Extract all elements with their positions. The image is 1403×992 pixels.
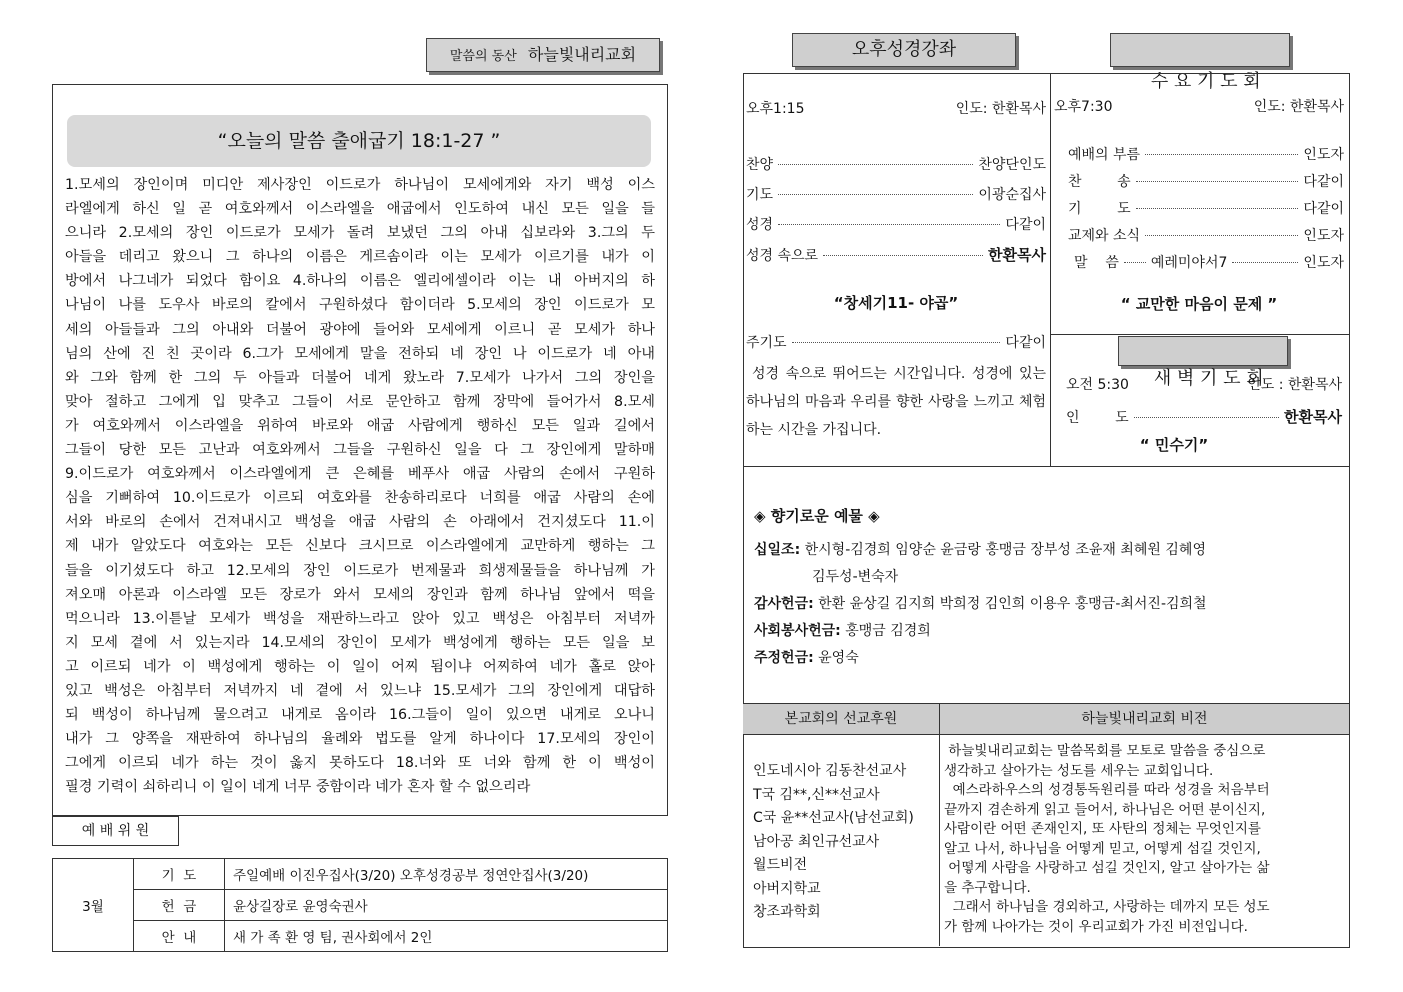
afternoon-description: 성경 속으로 뛰어드는 시간입니다. 성경에 있는 하나님의 마음과 우리를 향한 사랑을 느끼고 체험하는 시간을 가집니다. [746,366,1046,438]
sermon-line: 그들이 당한 모든 고난과 여호와께서 그들을 구원하신 일을 다 그 장인에게 말하매 [65,442,655,459]
sermon-line: 세의 아들들과 그의 아내와 더불어 광야에 들어와 모세에게 이르니 곧 모세가 하나 [65,321,655,338]
sermon-line: 님의 산에 진 친 곳이라 6.그가 모세에게 말을 전하되 네 장인 나 이드로가 네 아내 [65,345,655,362]
vision-line: 사람이란 어떤 존재인지, 또 사탄의 정체는 무엇인지를 [944,821,1261,837]
sermon-line: 가 여호와께서 이스라엘을 위하여 바로와 애굽 사람에게 행하신 모든 일과 길에서 [65,417,655,434]
sermon-box [52,84,668,816]
role-cell: 기 도 [134,859,225,890]
sermon-line: 들을 이기셨도다 하고 12.모세의 장인 이드로가 번제물과 희생제물들을 하나님께 가 [65,562,655,579]
sermon-line: 되 백성이 하나님께 물으려고 내게로 옴이라 16.그들이 일이 있으면 내게로 오나니 [65,707,655,724]
sermon-line: 먹으니라 13.이튿날 모세가 백성을 재판하느라고 앉아 있고 백성은 아침부터 저녁까 [65,610,655,627]
mission-item: 아버지학교 [753,880,821,897]
section-divider [743,466,1349,467]
offering-row: 사회봉사헌금: 홍맹금 김경희 [754,623,931,639]
sermon-line: 심을 기뻐하여 10.이드로가 이르되 여호와를 찬송하리로다 너희를 애굽 사람의 손에 [65,490,655,507]
afternoon-section [746,98,1046,444]
vision-text [944,742,1346,937]
mission-list [753,760,937,925]
mission-divider [939,733,940,946]
sermon-line: 와 그와 함께 한 그의 두 아들과 더불어 네게 왔노라 7.모세가 나가서 그의 장인을 [65,369,655,386]
sermon-line: 내가 그 양쪽을 재판하여 하나님의 율례와 법도를 알게 하나이다 17.모세의 장인이 [65,731,655,748]
mission-item: C국 윤**선교사(남선교회) [753,810,914,826]
vision-line: 생각하고 살아가는 성도를 세우는 교회입니다. [944,762,1214,779]
offering-section [754,505,1344,674]
afternoon-time: 오후1:15 [746,101,805,117]
vision-line: 을 추구합니다. [944,879,1031,896]
order-item: 주기도 다같이 [746,335,1046,351]
afternoon-leader: 인도: 한환목사 [955,101,1046,117]
wednesday-leader: 인도: 한환목사 [1253,99,1344,115]
mission-vision-header [743,703,1349,735]
sermon-line: 라엘에게 하신 일 곧 여호와께서 이스라엘을 애굽에서 인도하여 내신 모든 일을 들 [65,201,655,218]
order-item: 교제와 소식 인도자 [1068,228,1344,244]
sermon-line: 맞아 절하고 그에게 입 맞추고 그들이 서로 문안하고 함께 장막에 들어가서 8.모세 [65,393,655,410]
order-item: 찬양 찬양단인도 [746,157,1046,173]
vision-line: 어떻게 사람을 사랑하고 섬길 것인지, 알고 살아가는 삶 [944,860,1270,876]
vision-line: 가 함께 나아가는 것이 우리교회가 가진 비전입니다. [944,918,1248,935]
mission-item: 인도네시아 김동찬선교사 [753,763,907,779]
order-item: 찬 송 다같이 [1068,174,1344,190]
sermon-line: 지 모세 곁에 서 있는지라 14.모세의 장인이 모세가 백성에게 행하는 모든 일을 보 [65,634,655,651]
order-item: 성경 속으로 한환목사 [746,246,1046,264]
order-item: 인 도 한환목사 [1066,408,1342,426]
dawn-topic: “ 민수기” [1139,436,1209,454]
mission-item: 남아공 최인규선교사 [753,833,880,850]
sermon-line: 제 내가 알았도다 여호와는 모든 신보다 크시므로 이스라엘에게 교만하게 행하는 그 [65,538,655,555]
mission-item: 월드비전 [753,857,808,873]
offering-title: ◈ 향기로운 예물 ◈ [754,507,880,525]
sermon-line: 그에게 이르되 네가 하는 것이 옳지 못하도다 18.너와 또 너와 함께 한 이 백성이 [65,755,655,772]
dawn-section [1066,374,1342,455]
dawn-divider [1050,334,1349,335]
order-item: 기도 이광순집사 [746,187,1046,203]
offering-row: 김두성-변숙자 [812,569,899,585]
dawn-time: 오전 5:30 [1066,377,1129,393]
mission-item: 창조과학회 [753,904,821,920]
order-item: 예배의 부름 인도자 [1068,147,1344,163]
vision-line: 끝까지 겸손하게 읽고 들어서, 하나님은 어떤 분이신지, [944,801,1266,818]
role-cell: 헌 금 [134,890,225,921]
offering-row: 십일조: 한시형-김경희 임양순 윤금랑 홍맹금 장부성 조윤재 최혜원 김혜영 [754,542,1206,558]
wednesday-time: 오후7:30 [1054,99,1113,115]
sermon-line: 1.모세의 장인이며 미디안 제사장인 이드로가 하나님이 모세에게와 자기 백성 이스 [65,177,655,193]
duty-cell: 주일예배 이진우집사(3/20) 오후성경공부 정연안집사(3/20) [225,859,668,890]
vision-title: 하늘빛내리교회 비전 [1081,711,1208,727]
sermon-text [65,173,655,799]
church-header [426,38,660,72]
offering-row: 주정헌금: 윤영숙 [754,650,859,666]
sermon-line: 9.이드로가 여호와께서 이스라엘에게 큰 은혜를 베푸사 애굽 사람의 손에서 구원하 [65,466,655,483]
header-church: 하늘빛내리교회 [527,45,637,64]
afternoon-title: 오후성경강좌 [792,33,1016,67]
sermon-line: 아들을 데리고 왔으니 그 하나의 이름은 게르솜이라 이는 모세가 이르기를 내가 이 [65,249,655,266]
order-item: 기 도 다같이 [1068,201,1344,217]
worship-committee-label: 예 배 위 원 [52,816,179,846]
header-small: 말씀의 동산 [449,49,517,64]
dawn-leader: 인도 : 한환목사 [1247,377,1342,393]
sermon-line: 방에서 나그네가 되었다 함이요 4.하나의 이름은 엘리에셀이라 이는 내 아버지의 하 [65,273,655,290]
wednesday-topic: “ 교만한 마음이 문제 ” [1120,295,1278,313]
duty-cell: 윤상길장로 윤영숙권사 [225,890,668,921]
vision-line: 알고 나서, 하나님을 어떻게 믿고, 어떻게 섬길 것인지, [944,840,1261,857]
sermon-line: 나님이 나를 도우사 바로의 칼에서 구원하셨다 함이더라 5.모세의 장인 이드로가 모 [65,297,655,314]
sermon-line: 고 이르되 네가 이 백성에게 행하는 이 일이 어찌 됨이냐 어찌하여 네가 홀로 앉아 [65,658,655,675]
duty-cell: 새 가 족 환 영 팀, 권사회에서 2인 [225,921,668,952]
mission-item: T국 김**,신**선교사 [753,786,880,803]
mission-title: 본교회의 선교후원 [784,711,898,727]
afternoon-topic: “창세기11- 야곱” [833,294,959,312]
sermon-line: 필경 기력이 쇠하리니 이 일이 네게 너무 중함이라 네가 혼자 할 수 없으리라 [65,779,531,796]
role-cell: 안 내 [134,921,225,952]
month-cell: 3월 [53,859,134,952]
sermon-line: 져오매 아론과 이스라엘 모든 장로가 와서 모세의 장인과 함께 하나님 앞에서 떡을 [65,586,655,603]
order-item: 성경 다같이 [746,217,1046,233]
order-item: 말 씀 예레미야서7 인도자 [1074,255,1344,271]
vision-line: 하늘빛내리교회는 말씀목회를 모토로 말씀을 중심으로 [944,743,1266,759]
sermon-title-bar [67,115,651,167]
sermon-line: 으니라 2.모세의 장인 이드로가 모세가 돌려 보냈던 그의 아내 십보라와 3.그의 두 [65,225,655,242]
sermon-line: 있고 백성은 아침부터 저녁까지 네 곁에 서 있느냐 15.모세가 그의 장인에게 대답하 [65,682,655,699]
vision-line: 예스라하우스의 성경통독원리를 따라 성경을 처음부터 [944,782,1270,798]
sermon-line: 서와 바로의 손에서 건져내시고 백성을 애굽 사람의 손 아래에서 건지셨도다 11.이 [65,514,655,531]
dawn-title: 새 벽 기 도 회 [1118,336,1288,366]
column-divider [1050,73,1051,466]
sermon-title: “오늘의 말씀 출애굽기 18:1-27 ” [217,130,501,152]
wednesday-title: 수 요 기 도 회 [1110,33,1290,67]
worship-committee-table [52,858,668,952]
vision-line: 그래서 하나님을 경외하고, 사랑하는 데까지 모든 성도 [944,899,1270,915]
wednesday-section [1054,96,1344,314]
offering-row: 감사헌금: 한환 윤상길 김지희 박희정 김인희 이용우 홍맹금-최서진-김희철 [754,596,1207,612]
